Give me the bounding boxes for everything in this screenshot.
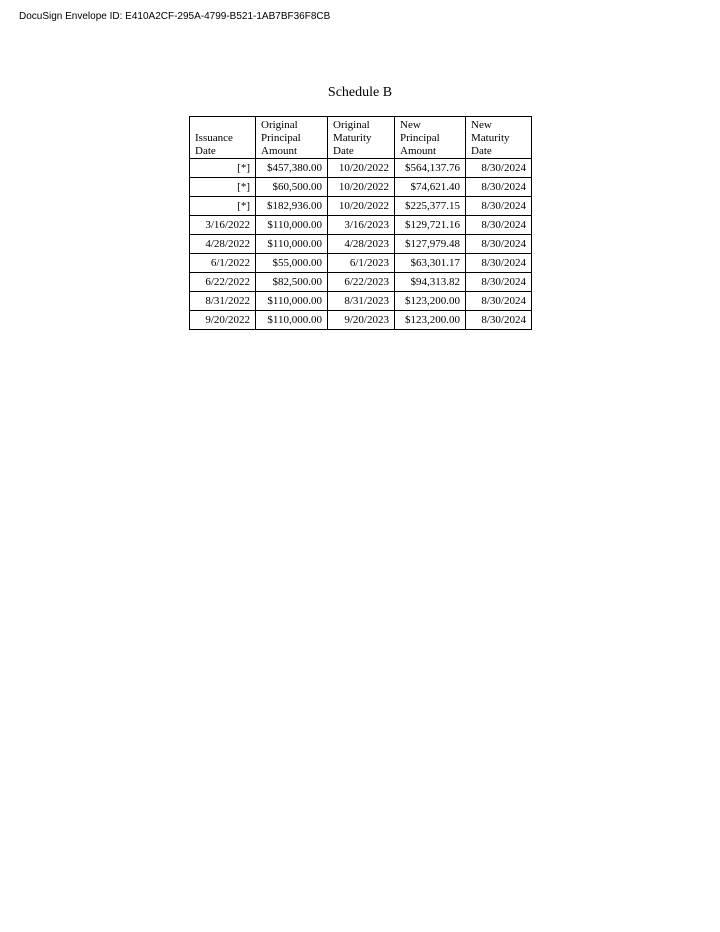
header-text: Date	[333, 145, 354, 157]
table-cell: $110,000.00	[256, 216, 328, 235]
table-row	[190, 273, 532, 292]
table-cell: 8/31/2023	[328, 292, 395, 311]
table-cell: $123,200.00	[395, 311, 466, 330]
table-cell: $82,500.00	[256, 273, 328, 292]
table-cell: 8/30/2024	[466, 254, 532, 273]
header-text: Date	[195, 145, 216, 157]
table-cell: $129,721.16	[395, 216, 466, 235]
table-cell: 6/1/2022	[190, 254, 256, 273]
table-row	[190, 292, 532, 311]
header-text: Principal	[400, 132, 440, 144]
header-text: Date	[471, 145, 492, 157]
header-original-principal-amount	[256, 117, 328, 159]
table-cell: 4/28/2023	[328, 235, 395, 254]
table-cell: 8/30/2024	[466, 292, 532, 311]
table-cell: 8/30/2024	[466, 178, 532, 197]
table-cell: 10/20/2022	[328, 197, 395, 216]
table-cell: $55,000.00	[256, 254, 328, 273]
table-row	[190, 197, 532, 216]
header-text: Original	[333, 119, 370, 131]
table-cell: [*]	[190, 197, 256, 216]
table-cell: 8/30/2024	[466, 273, 532, 292]
table-cell: 6/1/2023	[328, 254, 395, 273]
table-row	[190, 311, 532, 330]
table-cell: 10/20/2022	[328, 178, 395, 197]
table-cell: $94,313.82	[395, 273, 466, 292]
table-row	[190, 159, 532, 178]
document-title: Schedule B	[327, 85, 393, 100]
header-text: Maturity	[333, 132, 372, 144]
table-cell: 9/20/2022	[190, 311, 256, 330]
table-row	[190, 178, 532, 197]
header-text: New	[400, 119, 421, 131]
table-cell: 3/16/2022	[190, 216, 256, 235]
header-original-maturity-date	[328, 117, 395, 159]
header-text: Amount	[400, 145, 437, 157]
table-cell: $564,137.76	[395, 159, 466, 178]
table-cell: 6/22/2022	[190, 273, 256, 292]
table-row	[190, 216, 532, 235]
table-cell: 8/30/2024	[466, 159, 532, 178]
table-cell: [*]	[190, 178, 256, 197]
table-cell: 8/30/2024	[466, 311, 532, 330]
header-text: Principal	[261, 132, 301, 144]
table-cell: 6/22/2023	[328, 273, 395, 292]
table-cell: $110,000.00	[256, 311, 328, 330]
schedule-table	[189, 116, 532, 330]
table-row	[190, 235, 532, 254]
table-cell: $182,936.00	[256, 197, 328, 216]
header-text: New	[471, 119, 492, 131]
header-text: Amount	[261, 145, 298, 157]
envelope-id: DocuSign Envelope ID: E410A2CF-295A-4799-B521-1AB7BF36F8CB	[19, 11, 331, 22]
header-text: Issuance	[195, 132, 233, 144]
table-cell: 10/20/2022	[328, 159, 395, 178]
table-cell: 8/30/2024	[466, 216, 532, 235]
header-text: Maturity	[471, 132, 510, 144]
table-cell: $123,200.00	[395, 292, 466, 311]
table-cell: [*]	[190, 159, 256, 178]
table-cell: $63,301.17	[395, 254, 466, 273]
table-cell: $457,380.00	[256, 159, 328, 178]
table-cell: $60,500.00	[256, 178, 328, 197]
table-cell: $127,979.48	[395, 235, 466, 254]
table-cell: 4/28/2022	[190, 235, 256, 254]
table-cell: 8/30/2024	[466, 235, 532, 254]
table-cell: $74,621.40	[395, 178, 466, 197]
table-header-row	[190, 117, 532, 159]
table-cell: $110,000.00	[256, 292, 328, 311]
table-cell: 8/31/2022	[190, 292, 256, 311]
table-cell: 3/16/2023	[328, 216, 395, 235]
header-issuance-date	[190, 117, 256, 159]
table-cell: $110,000.00	[256, 235, 328, 254]
table-row	[190, 254, 532, 273]
table-cell: 9/20/2023	[328, 311, 395, 330]
header-text: Original	[261, 119, 298, 131]
table-cell: $225,377.15	[395, 197, 466, 216]
table-cell: 8/30/2024	[466, 197, 532, 216]
header-new-principal-amount	[395, 117, 466, 159]
header-new-maturity-date	[466, 117, 532, 159]
